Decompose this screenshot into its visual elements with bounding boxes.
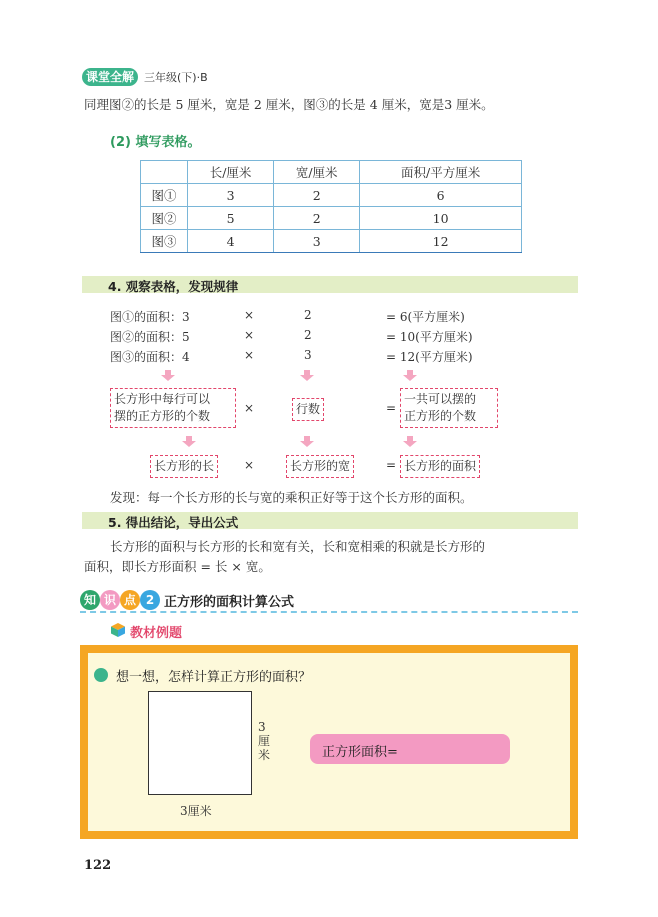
section4-title: 4. 观察表格，发现规律 (108, 279, 239, 294)
section5-title: 5. 得出结论，导出公式 (108, 515, 239, 530)
area-line-2-result: = 10(平方厘米) (386, 330, 473, 344)
down-arrow-icon (300, 436, 314, 447)
concept-box-length: 长方形的长 (150, 455, 218, 478)
down-arrow-icon (161, 370, 175, 381)
concept-row1-equals: = (386, 401, 397, 415)
area-line-1-result: = 6(平方厘米) (386, 310, 465, 324)
concept-box-width: 长方形的宽 (286, 455, 354, 478)
section4-bar (82, 276, 578, 293)
square-figure (148, 691, 252, 795)
area-line-2-b: 2 (304, 328, 312, 342)
table-header-cell (141, 161, 188, 184)
table-cell: 3 (274, 230, 360, 253)
header-badge: 课堂全解 (82, 68, 138, 86)
table-cell: 图③ (141, 230, 188, 253)
concept-box-per-row (110, 388, 236, 428)
concept-box-area: 长方形的面积 (400, 455, 480, 478)
table-header-cell: 面积/平方厘米 (360, 161, 522, 184)
area-line-2-label: 图②的面积：5 (110, 330, 190, 344)
conclusion-line1: 长方形的面积与长方形的长和宽有关，长和宽相乘的积就是长方形的 (110, 539, 486, 554)
header-grade: 三年级(下)·B (144, 71, 208, 84)
concept-box-per-row-line1: 长方形中每行可以 (114, 392, 211, 406)
table-row (141, 207, 522, 230)
kp-title: 正方形的面积计算公式 (164, 595, 295, 610)
concept-box-per-row-line2: 摆的正方形的个数 (114, 409, 211, 423)
cube-icon (110, 622, 126, 642)
table-cell: 6 (360, 184, 522, 207)
conclusion-line2: 面积，即长方形面积 = 长 × 宽。 (84, 559, 271, 574)
table-cell: 3 (188, 184, 274, 207)
section5-bar (82, 512, 578, 529)
concept-row2-equals: = (386, 458, 397, 472)
concept-row1-times: × (244, 401, 255, 415)
table-row (141, 184, 522, 207)
area-line-1-times: × (244, 308, 255, 322)
down-arrow-icon (300, 370, 314, 381)
area-line-3-b: 3 (304, 348, 312, 362)
table-cell: 12 (360, 230, 522, 253)
concept-box-total (400, 388, 498, 428)
step2-title: (2) 填写表格。 (110, 135, 201, 150)
table-header-cell: 长/厘米 (188, 161, 274, 184)
table-cell: 4 (188, 230, 274, 253)
area-line-3-times: × (244, 348, 255, 362)
table-cell: 2 (274, 207, 360, 230)
concept-row2-times: × (244, 458, 255, 472)
kp-char: 识 (100, 590, 120, 610)
side-label-bottom: 3厘米 (180, 804, 212, 818)
area-table (140, 160, 522, 253)
down-arrow-icon (403, 370, 417, 381)
table-cell: 图① (141, 184, 188, 207)
table-cell: 10 (360, 207, 522, 230)
example-question: 想一想，怎样计算正方形的面积？ (116, 670, 312, 685)
bullet-icon (94, 668, 108, 682)
side-label-right: 3厘米 (258, 720, 271, 762)
table-cell: 5 (188, 207, 274, 230)
formula-text: 正方形面积= (322, 745, 398, 760)
down-arrow-icon (182, 436, 196, 447)
intro-line: 同理图②的长是 5 厘米，宽是 2 厘米，图③的长是 4 厘米，宽是3 厘米。 (84, 97, 494, 112)
table-cell: 2 (274, 184, 360, 207)
table-header-cell: 宽/厘米 (274, 161, 360, 184)
concept-box-rows: 行数 (292, 398, 324, 421)
kp-char: 知 (80, 590, 100, 610)
area-line-1-b: 2 (304, 308, 312, 322)
concept-box-total-line1: 一共可以摆的 (404, 392, 477, 406)
kp-number: 2 (140, 590, 160, 610)
kp-char: 点 (120, 590, 140, 610)
area-line-2-times: × (244, 328, 255, 342)
discovery-text: 发现：每一个长方形的长与宽的乘积正好等于这个长方形的面积。 (110, 490, 473, 505)
example-label: 教材例题 (130, 626, 183, 641)
kp-divider (80, 611, 578, 613)
table-row (141, 230, 522, 253)
down-arrow-icon (403, 436, 417, 447)
area-line-1-label: 图①的面积：3 (110, 310, 190, 324)
concept-box-total-line2: 正方形的个数 (404, 409, 477, 423)
formula-box (310, 734, 510, 764)
table-cell: 图② (141, 207, 188, 230)
area-line-3-result: = 12(平方厘米) (386, 350, 473, 364)
table-header-row (141, 161, 522, 184)
page-number: 122 (84, 858, 112, 873)
area-line-3-label: 图③的面积：4 (110, 350, 190, 364)
